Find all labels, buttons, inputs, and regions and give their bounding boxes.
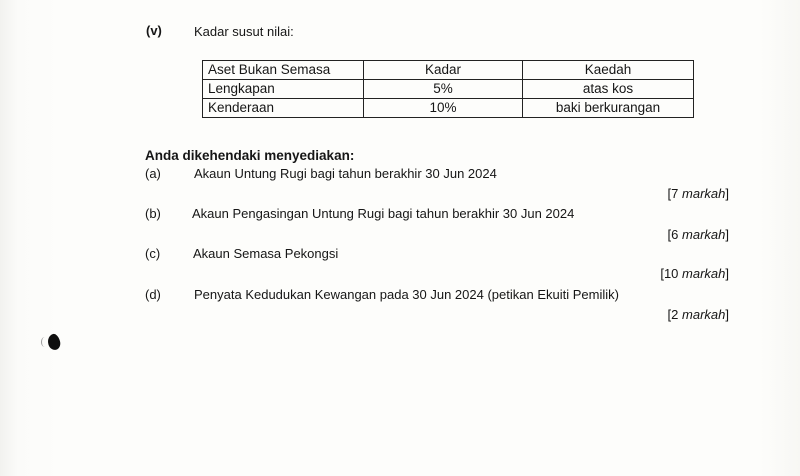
question-label: (a) <box>145 166 161 181</box>
marks-word: markah <box>682 266 726 281</box>
depreciation-table <box>202 60 694 118</box>
question-text: Akaun Pengasingan Untung Rugi bagi tahun berakhir 30 Jun 2024 <box>192 206 575 221</box>
section-title: Kadar susut nilai: <box>194 24 294 39</box>
marks-number: [2 <box>667 307 683 322</box>
section-marker: (v) <box>146 23 162 38</box>
table-cell: baki berkurangan <box>523 99 694 118</box>
marks-word: markah <box>682 186 726 201</box>
question-text: Akaun Semasa Pekongsi <box>193 246 339 261</box>
table-header-cell: Aset Bukan Semasa <box>203 61 364 80</box>
table-header-cell: Kadar <box>364 61 523 80</box>
marks-allocation <box>668 227 729 242</box>
marks-number: [7 <box>667 186 683 201</box>
table-cell: Lengkapan <box>203 80 364 99</box>
marks-allocation <box>668 307 729 322</box>
table-cell: 5% <box>364 80 523 99</box>
table-cell: atas kos <box>523 80 694 99</box>
marks-bracket: ] <box>725 266 729 281</box>
marks-word: markah <box>682 227 726 242</box>
marks-number: [6 <box>667 227 683 242</box>
marks-bracket: ] <box>725 186 729 201</box>
question-label: (c) <box>145 246 161 261</box>
table-cell: 10% <box>364 99 523 118</box>
marks-bracket: ] <box>725 307 729 322</box>
question-text: Akaun Untung Rugi bagi tahun berakhir 30 Jun 2024 <box>194 166 497 181</box>
marks-number: [10 <box>660 266 683 281</box>
question-label: (d) <box>145 287 161 302</box>
table-cell: Kenderaan <box>203 99 364 118</box>
marks-bracket: ] <box>725 227 729 242</box>
punch-hole-mark <box>46 333 62 352</box>
table-header-row <box>203 61 694 80</box>
table-row <box>203 99 694 118</box>
marks-allocation <box>668 186 729 201</box>
marks-word: markah <box>682 307 726 322</box>
table-header-cell: Kaedah <box>523 61 694 80</box>
marks-allocation <box>660 266 729 281</box>
requirements-heading: Anda dikehendaki menyediakan: <box>145 148 355 163</box>
question-label: (b) <box>145 206 161 221</box>
question-text: Penyata Kedudukan Kewangan pada 30 Jun 2024 (petikan Ekuiti Pemilik) <box>194 287 619 302</box>
table-row <box>203 80 694 99</box>
